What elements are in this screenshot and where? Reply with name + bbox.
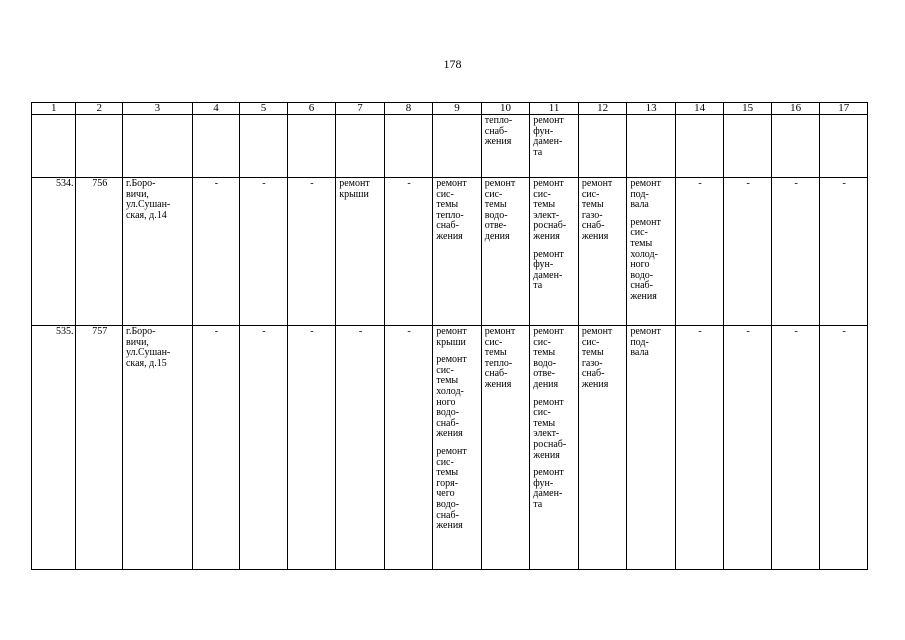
building-code: 756 bbox=[92, 178, 108, 189]
work-item: - bbox=[794, 178, 798, 189]
work-item: ремонт крыши bbox=[436, 326, 467, 348]
column-number: 15 bbox=[724, 103, 772, 115]
work-item: - bbox=[698, 178, 702, 189]
address-text: г.Боро- вичи, ул.Сушан- ская, д.14 bbox=[125, 178, 171, 221]
table-row bbox=[32, 178, 868, 326]
table-cell bbox=[627, 326, 676, 570]
table-cell bbox=[771, 115, 820, 178]
table-cell bbox=[240, 326, 288, 570]
table-cell bbox=[481, 115, 530, 178]
table-cell bbox=[240, 178, 288, 326]
table-cell bbox=[76, 326, 123, 570]
work-item: ремонт сис- темы элект- роснаб- жения bbox=[533, 178, 567, 242]
row-number: 535. bbox=[55, 326, 74, 337]
work-item: - bbox=[842, 178, 846, 189]
work-item: - bbox=[310, 326, 314, 337]
table-cell bbox=[32, 115, 76, 178]
table-cell bbox=[76, 178, 123, 326]
table-cell bbox=[76, 115, 123, 178]
table-cell bbox=[122, 178, 192, 326]
table-cell bbox=[192, 178, 240, 326]
work-item: ремонт под- вала bbox=[630, 178, 661, 211]
work-item: - bbox=[407, 326, 411, 337]
work-item: ремонт сис- темы элект- роснаб- жения bbox=[533, 396, 567, 461]
table-cell bbox=[240, 115, 288, 178]
work-item: ремонт крыши bbox=[339, 178, 370, 200]
table-cell bbox=[336, 326, 385, 570]
table-cell bbox=[820, 115, 868, 178]
work-item: - bbox=[214, 178, 219, 189]
row-number: 534. bbox=[55, 178, 74, 189]
work-item: ремонт сис- темы тепло- снаб- жения bbox=[484, 326, 516, 390]
table-cell bbox=[384, 326, 433, 570]
table-cell bbox=[820, 326, 868, 570]
column-number: 4 bbox=[192, 103, 240, 115]
address-text: г.Боро- вичи, ул.Сушан- ская, д.15 bbox=[125, 326, 171, 369]
work-item: ремонт сис- темы газо- снаб- жения bbox=[581, 326, 613, 390]
work-item: - bbox=[794, 326, 798, 337]
table-cell bbox=[481, 178, 530, 326]
column-number: 5 bbox=[240, 103, 288, 115]
work-item: ремонт сис- темы холод- ного водо- снаб- жения bbox=[436, 354, 467, 440]
table-row bbox=[32, 326, 868, 570]
column-number: 13 bbox=[627, 103, 676, 115]
table-cell bbox=[32, 326, 76, 570]
column-number: 1 bbox=[32, 103, 76, 115]
work-item: - bbox=[698, 326, 702, 337]
work-item: - bbox=[214, 326, 219, 337]
work-item: ремонт сис- темы тепло- снаб- жения bbox=[436, 178, 467, 242]
table-cell bbox=[481, 326, 530, 570]
table-cell bbox=[771, 326, 820, 570]
work-item: ремонт сис- темы водо- отве- дения bbox=[484, 178, 516, 242]
table-cell bbox=[192, 326, 240, 570]
table-cell bbox=[820, 178, 868, 326]
column-number: 7 bbox=[336, 103, 385, 115]
column-number: 16 bbox=[771, 103, 820, 115]
column-number: 9 bbox=[433, 103, 482, 115]
work-item: - bbox=[262, 326, 266, 337]
table-cell bbox=[32, 178, 76, 326]
table-cell bbox=[724, 115, 772, 178]
table-cell bbox=[675, 115, 724, 178]
work-item: тепло- снаб- жения bbox=[484, 115, 513, 148]
table-cell bbox=[433, 178, 482, 326]
table-cell bbox=[627, 178, 676, 326]
column-number-row bbox=[32, 103, 868, 115]
work-item: - bbox=[310, 178, 314, 189]
work-item: ремонт фун- дамен- та bbox=[533, 115, 564, 158]
column-number: 10 bbox=[481, 103, 530, 115]
work-item: - bbox=[358, 326, 363, 337]
work-item: ремонт сис- темы горя- чего водо- снаб- жения bbox=[436, 445, 467, 532]
work-item: - bbox=[407, 178, 411, 189]
column-number: 3 bbox=[122, 103, 192, 115]
work-item: ремонт фун- дамен- та bbox=[533, 467, 564, 510]
table-cell bbox=[192, 115, 240, 178]
column-number: 8 bbox=[384, 103, 433, 115]
table-cell bbox=[675, 178, 724, 326]
table-cell bbox=[384, 115, 433, 178]
table-cell bbox=[336, 115, 385, 178]
work-item: ремонт сис- темы водо- отве- дения bbox=[533, 326, 564, 390]
table-cell bbox=[122, 326, 192, 570]
table-cell bbox=[578, 178, 627, 326]
table-cell bbox=[675, 326, 724, 570]
table-cell bbox=[530, 178, 579, 326]
table-cell bbox=[433, 326, 482, 570]
column-number: 2 bbox=[76, 103, 123, 115]
table-cell bbox=[771, 178, 820, 326]
work-item: - bbox=[262, 178, 266, 189]
table-cell bbox=[724, 178, 772, 326]
building-code: 757 bbox=[92, 326, 108, 337]
table-row bbox=[32, 115, 868, 178]
table-cell bbox=[287, 115, 336, 178]
page-number: 178 bbox=[443, 57, 462, 71]
table-cell bbox=[287, 178, 336, 326]
work-item: - bbox=[842, 326, 846, 337]
table-cell bbox=[724, 326, 772, 570]
table-cell bbox=[578, 326, 627, 570]
work-item: - bbox=[746, 178, 750, 189]
column-number: 6 bbox=[287, 103, 336, 115]
work-item: ремонт фун- дамен- та bbox=[533, 248, 564, 292]
table-cell bbox=[578, 115, 627, 178]
register-table bbox=[31, 102, 868, 570]
work-item: ремонт сис- темы холод- ного водо- снаб- жения bbox=[630, 216, 661, 302]
table-body bbox=[32, 115, 868, 570]
table-cell bbox=[336, 178, 385, 326]
work-item: ремонт сис- темы газо- снаб- жения bbox=[581, 178, 613, 242]
work-item: ремонт под- вала bbox=[630, 326, 661, 359]
table-cell bbox=[384, 178, 433, 326]
column-number: 11 bbox=[530, 103, 579, 115]
table-cell bbox=[530, 326, 579, 570]
table-cell bbox=[287, 326, 336, 570]
table-cell bbox=[627, 115, 676, 178]
table-cell bbox=[433, 115, 482, 178]
column-number: 17 bbox=[820, 103, 868, 115]
column-number: 12 bbox=[578, 103, 627, 115]
column-number: 14 bbox=[675, 103, 724, 115]
table-cell bbox=[530, 115, 579, 178]
work-item: - bbox=[746, 326, 750, 337]
table-cell bbox=[122, 115, 192, 178]
